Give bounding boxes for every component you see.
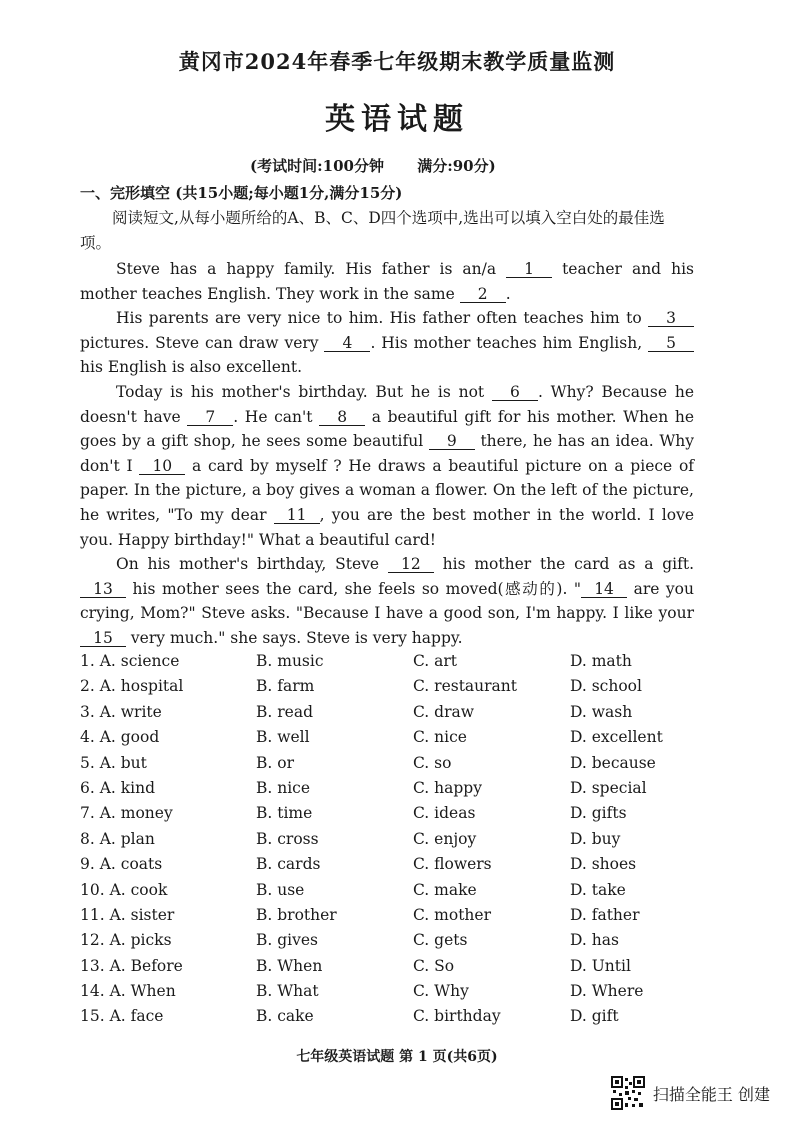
- option-row-8: [80, 830, 720, 855]
- option-c: C. mother: [413, 905, 491, 924]
- passage-text: . His mother teaches him English,: [370, 333, 648, 352]
- cloze-passage: [80, 257, 694, 651]
- option-d: D. because: [570, 753, 656, 772]
- option-d: D. gifts: [570, 804, 627, 823]
- option-row-2: [80, 677, 720, 702]
- passage-paragraph-1: [80, 257, 694, 306]
- option-row-7: [80, 804, 720, 829]
- option-c: C. art: [413, 652, 458, 670]
- option-b: B. or: [256, 753, 294, 772]
- option-row-14: [80, 982, 720, 1007]
- passage-text: , you are the best mother in the world. I love you. Happy birthday!" What a beautiful card!: [80, 505, 694, 549]
- option-d: D. Until: [570, 956, 631, 975]
- option-a: 11. A. sister: [80, 905, 175, 924]
- option-c: C. enjoy: [413, 829, 477, 848]
- blank-1: 1: [506, 261, 552, 278]
- option-d: D. special: [570, 778, 647, 797]
- blank-8: 8: [319, 409, 365, 426]
- option-b: B. music: [256, 652, 324, 670]
- passage-text: his mother the card as a gift.: [433, 555, 695, 574]
- option-a: 4. A. good: [80, 728, 160, 747]
- option-b: B. time: [256, 804, 313, 823]
- option-a: 15. A. face: [80, 1007, 164, 1026]
- option-c: C. restaurant: [413, 677, 518, 696]
- option-a: 1. A. science: [80, 652, 180, 670]
- passage-text: On his mother's birthday, Steve: [116, 555, 388, 574]
- option-d: D. shoes: [570, 855, 637, 874]
- blank-14: 14: [581, 581, 627, 598]
- blank-2: 2: [460, 286, 506, 303]
- exam-header-title: 黄冈市2024年春季七年级期末教学质量监测: [178, 49, 616, 74]
- option-row-1: [80, 652, 720, 677]
- passage-paragraph-2: [80, 306, 694, 380]
- option-row-5: [80, 754, 720, 779]
- option-d: D. has: [570, 931, 619, 950]
- option-b: B. cross: [256, 829, 319, 848]
- blank-10: 10: [139, 458, 185, 475]
- option-b: B. read: [256, 702, 313, 721]
- passage-text: .: [505, 284, 511, 303]
- option-row-13: [80, 957, 720, 982]
- option-b: B. well: [256, 728, 310, 747]
- option-d: D. gift: [570, 1007, 619, 1026]
- option-d: D. Where: [570, 982, 644, 1001]
- passage-text: his English is also excellent.: [80, 358, 303, 377]
- option-d: D. wash: [570, 702, 633, 721]
- option-b: B. cake: [256, 1007, 314, 1026]
- exam-time: (考试时间:100分钟: [250, 157, 384, 175]
- passage-text: Steve has a happy family. His father is an/a: [116, 260, 507, 278]
- option-row-12: [80, 931, 720, 956]
- option-d: D. math: [570, 652, 632, 670]
- passage-text: Today is his mother's birthday. But he is not: [116, 382, 492, 401]
- answer-options: [80, 652, 720, 1033]
- page-footer: 七年级英语试题 第 1 页(共6页): [296, 1049, 498, 1065]
- option-c: C. make: [413, 880, 477, 899]
- passage-text: very much." she says. Steve is very happy.: [126, 628, 463, 647]
- option-row-4: [80, 728, 720, 753]
- option-b: B. farm: [256, 677, 315, 696]
- full-marks: 满分:90分): [417, 157, 496, 175]
- option-a: 9. A. coats: [80, 855, 163, 874]
- passage-text: are you crying, Mom?" Steve asks. "Because I have a good son, I'm happy. I like your: [80, 579, 695, 623]
- option-c: C. nice: [413, 728, 467, 747]
- option-a: 6. A. kind: [80, 778, 156, 797]
- option-c: C. birthday: [413, 1007, 501, 1026]
- option-d: D. take: [570, 880, 626, 899]
- scanner-watermark-text: 扫描全能王 创建: [652, 1084, 770, 1104]
- option-d: D. excellent: [570, 728, 663, 747]
- option-c: C. ideas: [413, 804, 476, 823]
- option-b: B. cards: [256, 855, 321, 874]
- option-a: 8. A. plan: [80, 829, 155, 848]
- section-instructions: 阅读短文,从每小题所给的A、B、C、D四个选项中,选出可以填入空白处的最佳选项。: [80, 209, 665, 252]
- blank-11: 11: [274, 507, 320, 524]
- passage-text: His parents are very nice to him. His father often teaches him to: [116, 309, 648, 328]
- option-d: D. father: [570, 905, 640, 924]
- blank-9: 9: [429, 433, 475, 450]
- passage-text: teacher and his mother teaches English. They work in the same: [80, 260, 694, 303]
- option-row-9: [80, 855, 720, 880]
- option-d: D. school: [570, 677, 642, 696]
- scanner-watermark: [611, 1076, 770, 1110]
- option-c: C. gets: [413, 931, 468, 950]
- blank-5: 5: [648, 335, 694, 352]
- blank-15: 15: [80, 630, 126, 647]
- option-c: C. so: [413, 753, 452, 772]
- option-a: 7. A. money: [80, 804, 173, 823]
- passage-text: a beautiful gift for his mother. When he goes by a gift shop, he sees some beautiful: [80, 407, 694, 451]
- option-a: 12. A. picks: [80, 931, 172, 950]
- option-row-3: [80, 703, 720, 728]
- option-a: 13. A. Before: [80, 956, 183, 975]
- qr-code-icon: [611, 1076, 645, 1110]
- option-a: 2. A. hospital: [80, 677, 184, 696]
- blank-3: 3: [648, 310, 694, 327]
- option-a: 3. A. write: [80, 702, 162, 721]
- passage-text: there, he has an idea. Why don't I: [80, 432, 694, 475]
- option-row-11: [80, 906, 720, 931]
- option-b: B. When: [256, 956, 323, 975]
- option-row-6: [80, 779, 720, 804]
- blank-4: 4: [324, 335, 370, 352]
- option-a: 14. A. When: [80, 982, 176, 1001]
- passage-text: his mother sees the card, she feels so moved(感动的). ": [126, 579, 582, 598]
- option-b: B. gives: [256, 931, 319, 950]
- option-b: B. use: [256, 880, 305, 899]
- passage-text: . Why? Because he doesn't have: [80, 382, 694, 426]
- blank-7: 7: [187, 409, 233, 426]
- option-b: B. What: [256, 982, 319, 1001]
- subject-title: 英语试题: [325, 102, 469, 137]
- option-b: B. nice: [256, 778, 311, 797]
- option-c: C. happy: [413, 778, 482, 797]
- passage-text: a card by myself ? He draws a beautiful picture on a piece of paper. In the picture, a boy gives a woman a flower. On the left of the picture, he writes, "To my dear: [80, 456, 695, 524]
- blank-12: 12: [388, 556, 434, 573]
- option-b: B. brother: [256, 905, 337, 924]
- option-c: C. flowers: [413, 855, 492, 874]
- option-c: C. Why: [413, 982, 469, 1001]
- option-row-15: [80, 1007, 720, 1032]
- passage-paragraph-4: [80, 552, 694, 650]
- passage-paragraph-3: [80, 380, 694, 552]
- passage-text: . He can't: [233, 407, 320, 426]
- option-a: 5. A. but: [80, 753, 147, 772]
- option-row-10: [80, 881, 720, 906]
- option-c: C. draw: [413, 702, 475, 721]
- blank-13: 13: [80, 581, 126, 598]
- passage-text: pictures. Steve can draw very: [80, 333, 325, 352]
- option-c: C. So: [413, 956, 455, 975]
- section-heading: 一、完形填空 (共15小题;每小题1分,满分15分): [80, 184, 403, 202]
- exam-info: [250, 155, 524, 176]
- blank-6: 6: [492, 384, 538, 401]
- option-d: D. buy: [570, 829, 621, 848]
- option-a: 10. A. cook: [80, 880, 168, 899]
